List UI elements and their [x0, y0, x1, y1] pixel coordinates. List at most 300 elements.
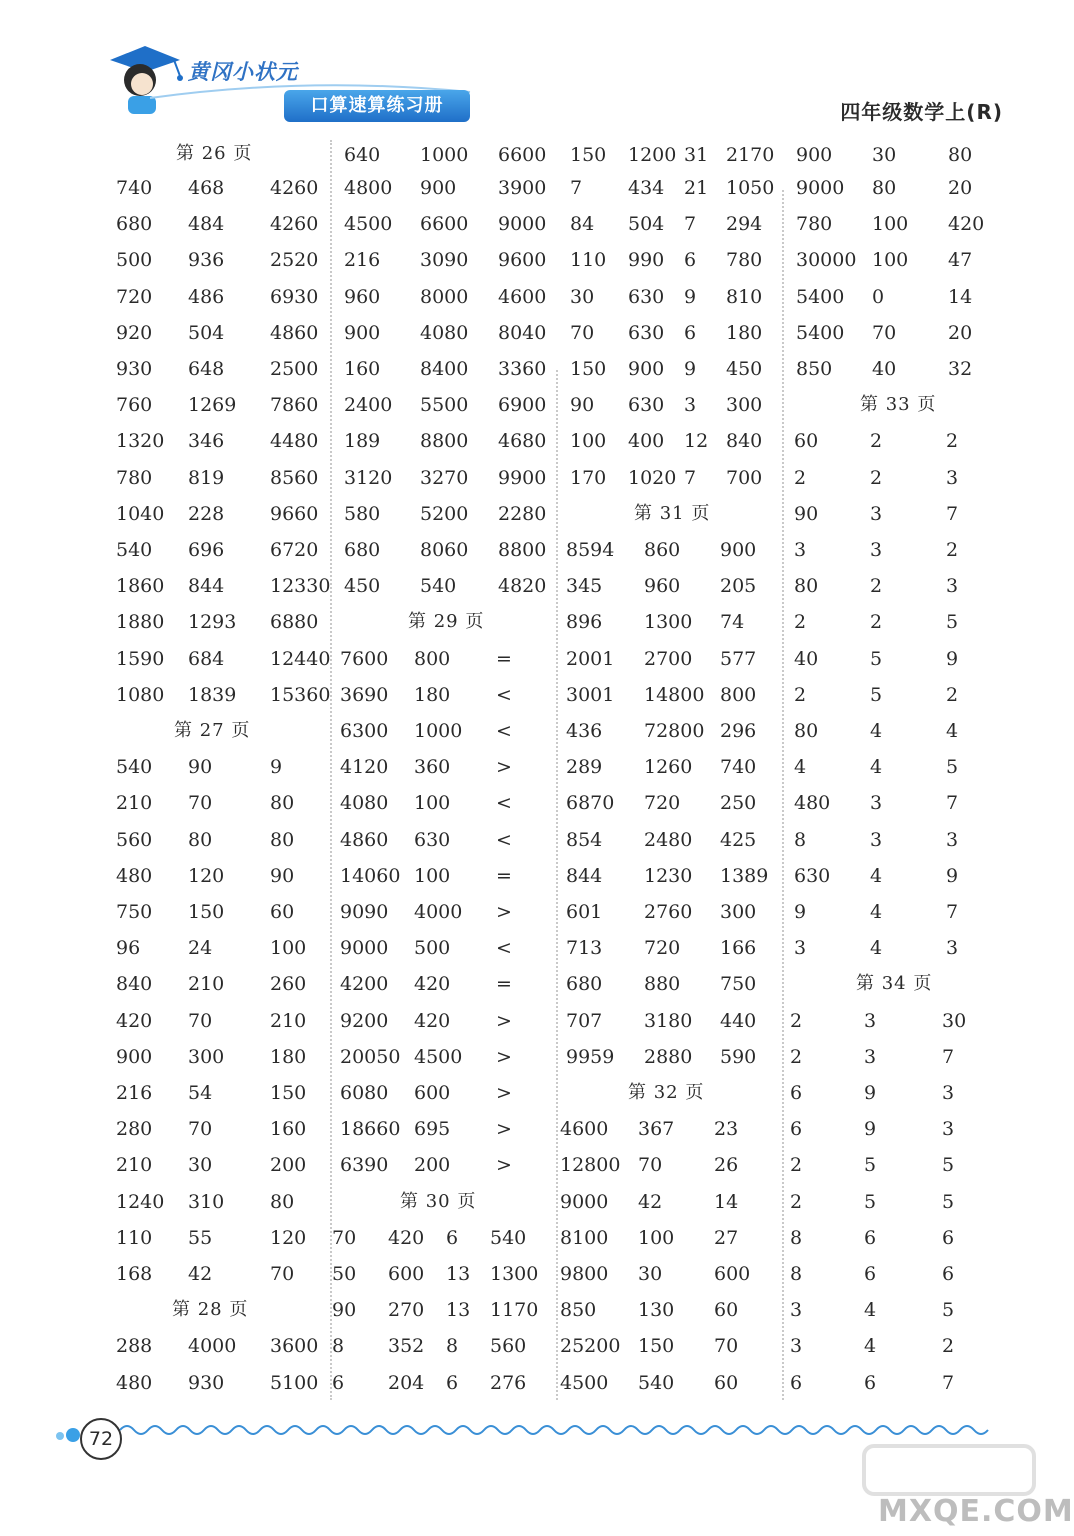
answer-value: 1170: [490, 1299, 539, 1321]
answer-value: 310: [188, 1191, 225, 1213]
answer-value: 8100: [560, 1227, 609, 1249]
answer-value: 8800: [420, 430, 469, 452]
answer-value: 5: [942, 1154, 955, 1176]
answer-value: 8594: [566, 539, 615, 561]
answer-value: 260: [270, 973, 307, 995]
answer-value: 204: [388, 1372, 425, 1394]
answer-value: 40: [794, 648, 819, 670]
answer-value: 3900: [498, 177, 547, 199]
answer-value: 270: [388, 1299, 425, 1321]
answer-value: 6900: [498, 394, 547, 416]
footer-dot: [56, 1432, 64, 1440]
answer-value: 4860: [270, 322, 319, 344]
answer-value: 2880: [644, 1046, 693, 1068]
answer-value: 80: [794, 575, 819, 597]
answer-value: 4000: [414, 901, 463, 923]
answer-value: 3: [870, 792, 883, 814]
answer-value: 860: [644, 539, 681, 561]
answer-value: 2480: [644, 829, 693, 851]
answer-value: 4800: [344, 177, 393, 199]
answer-value: 3: [870, 503, 883, 525]
answer-value: 14800: [644, 684, 705, 706]
answer-value: 3: [870, 829, 883, 851]
answer-value: 640: [344, 144, 381, 166]
answer-value: 70: [270, 1263, 295, 1285]
answer-value: 900: [420, 177, 457, 199]
answer-value: 2: [942, 1335, 955, 1357]
answer-value: >: [496, 1154, 512, 1176]
footer-dot: [66, 1428, 80, 1442]
answer-value: 6: [864, 1227, 877, 1249]
answer-value: 6: [790, 1372, 803, 1394]
answer-value: 288: [116, 1335, 153, 1357]
answer-value: 160: [270, 1118, 307, 1140]
answer-value: 6880: [270, 611, 319, 633]
answer-value: 3120: [344, 467, 393, 489]
answer-value: 4600: [560, 1118, 609, 1140]
book-subtitle: 口算速算练习册: [284, 90, 470, 122]
answer-value: 2: [946, 539, 959, 561]
answer-value: 696: [188, 539, 225, 561]
answer-value: 840: [116, 973, 153, 995]
answer-value: 4: [864, 1299, 877, 1321]
column-divider: [330, 140, 332, 1400]
answer-value: 440: [720, 1010, 757, 1032]
answer-value: 8000: [420, 286, 469, 308]
answer-value: 4: [794, 756, 807, 778]
answer-value: 70: [332, 1227, 357, 1249]
answer-value: 30000: [796, 249, 857, 271]
answer-value: 170: [570, 467, 607, 489]
answer-value: 3600: [270, 1335, 319, 1357]
watermark-logo: [860, 1440, 1040, 1500]
answer-value: 630: [628, 286, 665, 308]
answer-value: 3: [942, 1118, 955, 1140]
answer-value: 580: [344, 503, 381, 525]
answer-value: 200: [270, 1154, 307, 1176]
answer-value: 3: [942, 1082, 955, 1104]
answer-value: 780: [726, 249, 763, 271]
answer-value: 9000: [340, 937, 389, 959]
answer-value: 780: [116, 467, 153, 489]
answer-value: 100: [270, 937, 307, 959]
answer-value: 3270: [420, 467, 469, 489]
answer-value: 648: [188, 358, 225, 380]
answer-value: 6: [790, 1082, 803, 1104]
answer-value: 7: [942, 1046, 955, 1068]
answer-value: 7600: [340, 648, 389, 670]
answer-value: 6: [864, 1263, 877, 1285]
answer-value: 810: [726, 286, 763, 308]
answer-value: 680: [116, 213, 153, 235]
answer-value: 110: [116, 1227, 153, 1249]
answer-value: 216: [344, 249, 381, 271]
answer-value: =: [496, 973, 512, 995]
answer-value: 601: [566, 901, 603, 923]
section-heading: 第 30 页: [400, 1191, 477, 1212]
answer-value: 936: [188, 249, 225, 271]
answer-value: 150: [188, 901, 225, 923]
answer-value: 6: [942, 1227, 955, 1249]
answer-value: 480: [794, 792, 831, 814]
answer-value: 7: [684, 467, 697, 489]
section-heading: 第 26 页: [176, 143, 253, 164]
answer-value: 6870: [566, 792, 615, 814]
answer-value: 740: [116, 177, 153, 199]
answer-value: 577: [720, 648, 757, 670]
answer-value: 8800: [498, 539, 547, 561]
answer-value: 7: [684, 213, 697, 235]
answer-value: 540: [490, 1227, 527, 1249]
answer-value: 18660: [340, 1118, 401, 1140]
answer-value: 600: [714, 1263, 751, 1285]
answer-value: 2500: [270, 358, 319, 380]
answer-value: 205: [720, 575, 757, 597]
answer-value: 3: [794, 539, 807, 561]
answer-value: 160: [344, 358, 381, 380]
answer-value: 300: [726, 394, 763, 416]
answer-value: <: [496, 684, 512, 706]
answer-value: 8: [790, 1227, 803, 1249]
answer-value: >: [496, 901, 512, 923]
answer-value: 1860: [116, 575, 165, 597]
answer-value: 720: [644, 937, 681, 959]
answer-value: 8560: [270, 467, 319, 489]
answer-value: 6600: [498, 144, 547, 166]
answer-value: 4: [870, 865, 883, 887]
answer-value: 4500: [344, 213, 393, 235]
answer-value: 740: [720, 756, 757, 778]
answer-value: 900: [720, 539, 757, 561]
answer-value: >: [496, 756, 512, 778]
answer-value: 13: [446, 1299, 471, 1321]
answer-value: 216: [116, 1082, 153, 1104]
answer-value: 780: [796, 213, 833, 235]
answer-value: 5: [864, 1191, 877, 1213]
answer-value: 30: [942, 1010, 967, 1032]
answer-value: 90: [570, 394, 595, 416]
answer-value: 420: [116, 1010, 153, 1032]
answer-value: 26: [714, 1154, 739, 1176]
answer-value: 6: [684, 322, 697, 344]
answer-value: 180: [414, 684, 451, 706]
answer-value: 6720: [270, 539, 319, 561]
answer-value: 854: [566, 829, 603, 851]
answer-value: 3690: [340, 684, 389, 706]
answer-value: 750: [116, 901, 153, 923]
answer-value: 800: [414, 648, 451, 670]
answer-value: 180: [726, 322, 763, 344]
column-divider: [556, 370, 558, 1400]
answer-value: 450: [344, 575, 381, 597]
answer-value: 4: [870, 720, 883, 742]
answer-value: 2: [870, 430, 883, 452]
answer-value: 896: [566, 611, 603, 633]
answer-value: 1240: [116, 1191, 165, 1213]
answer-value: 296: [720, 720, 757, 742]
answer-value: 3: [864, 1046, 877, 1068]
answer-value: 2700: [644, 648, 693, 670]
answer-value: 2: [794, 467, 807, 489]
answer-value: 960: [644, 575, 681, 597]
answer-value: 900: [344, 322, 381, 344]
answer-value: 1230: [644, 865, 693, 887]
answer-value: 900: [628, 358, 665, 380]
answer-value: 9: [946, 648, 959, 670]
answer-value: 2: [790, 1010, 803, 1032]
answer-value: 4820: [498, 575, 547, 597]
section-heading: 第 28 页: [172, 1299, 249, 1320]
section-heading: 第 32 页: [628, 1082, 705, 1103]
answer-value: 42: [188, 1263, 213, 1285]
answer-value: 4680: [498, 430, 547, 452]
answer-value: 9: [864, 1118, 877, 1140]
answer-value: 150: [570, 144, 607, 166]
answer-value: 7: [942, 1372, 955, 1394]
answer-value: 560: [490, 1335, 527, 1357]
answer-value: 990: [628, 249, 665, 271]
answer-value: 2: [790, 1154, 803, 1176]
answer-value: 920: [116, 322, 153, 344]
answer-value: 436: [566, 720, 603, 742]
answer-value: =: [496, 648, 512, 670]
answer-value: 80: [270, 1191, 295, 1213]
answer-value: 630: [628, 322, 665, 344]
answer-value: 3: [790, 1299, 803, 1321]
answer-value: 425: [720, 829, 757, 851]
answer-value: 90: [188, 756, 213, 778]
answer-value: >: [496, 1010, 512, 1032]
answer-value: 2: [790, 1191, 803, 1213]
answer-value: 9: [684, 358, 697, 380]
answer-value: 2: [870, 575, 883, 597]
answer-value: 7: [946, 792, 959, 814]
answer-value: 4500: [414, 1046, 463, 1068]
answer-value: 100: [872, 213, 909, 235]
answer-value: 480: [116, 865, 153, 887]
answer-value: 4500: [560, 1372, 609, 1394]
answer-value: 2: [946, 684, 959, 706]
answer-value: 5: [946, 611, 959, 633]
answer-value: 707: [566, 1010, 603, 1032]
answer-value: 3090: [420, 249, 469, 271]
answer-value: 840: [726, 430, 763, 452]
answer-value: 930: [188, 1372, 225, 1394]
answer-value: 480: [116, 1372, 153, 1394]
answer-value: 504: [628, 213, 665, 235]
answer-value: 2520: [270, 249, 319, 271]
answer-value: 110: [570, 249, 607, 271]
answer-value: 2760: [644, 901, 693, 923]
answer-value: 189: [344, 430, 381, 452]
answer-value: 560: [116, 829, 153, 851]
answer-value: 600: [388, 1263, 425, 1285]
answer-value: 5: [946, 756, 959, 778]
answer-value: 3: [684, 394, 697, 416]
answer-value: 2: [946, 430, 959, 452]
answer-value: 9200: [340, 1010, 389, 1032]
answer-value: 40: [872, 358, 897, 380]
answer-value: 360: [414, 756, 451, 778]
answer-value: 4: [870, 937, 883, 959]
answer-value: 590: [720, 1046, 757, 1068]
answer-value: 12: [684, 430, 709, 452]
answer-value: 100: [414, 792, 451, 814]
answer-value: 4260: [270, 177, 319, 199]
answer-value: <: [496, 792, 512, 814]
answer-value: 3: [794, 937, 807, 959]
answer-value: 5100: [270, 1372, 319, 1394]
answer-value: 540: [116, 539, 153, 561]
answer-value: 3: [946, 937, 959, 959]
answer-value: 130: [638, 1299, 675, 1321]
answer-value: 180: [270, 1046, 307, 1068]
answer-value: 1300: [644, 611, 693, 633]
answer-value: 720: [644, 792, 681, 814]
answer-value: 166: [720, 937, 757, 959]
answer-value: 210: [270, 1010, 307, 1032]
answer-value: 1880: [116, 611, 165, 633]
answer-value: 4: [946, 720, 959, 742]
answer-value: 4120: [340, 756, 389, 778]
answer-value: 14: [948, 286, 973, 308]
answer-value: 31: [684, 144, 709, 166]
answer-value: 900: [116, 1046, 153, 1068]
brand-name: 黄冈小状元: [188, 60, 298, 84]
answer-value: 2: [794, 684, 807, 706]
answer-value: 210: [116, 1154, 153, 1176]
answer-value: 96: [116, 937, 141, 959]
answer-value: 420: [948, 213, 985, 235]
answer-value: 684: [188, 648, 225, 670]
answer-value: 294: [726, 213, 763, 235]
answer-value: 54: [188, 1082, 213, 1104]
answer-value: 930: [116, 358, 153, 380]
answer-value: 100: [570, 430, 607, 452]
answer-value: 3: [864, 1010, 877, 1032]
answer-value: 9660: [270, 503, 319, 525]
answer-value: 630: [628, 394, 665, 416]
answer-value: 6080: [340, 1082, 389, 1104]
answer-value: <: [496, 720, 512, 742]
answer-value: 2: [870, 467, 883, 489]
answer-value: >: [496, 1082, 512, 1104]
grade-label: 四年级数学上(R): [840, 100, 1003, 124]
answer-value: 800: [720, 684, 757, 706]
answer-value: 70: [872, 322, 897, 344]
answer-value: 1260: [644, 756, 693, 778]
answer-value: 4200: [340, 973, 389, 995]
answer-value: 20: [948, 322, 973, 344]
answer-value: 300: [720, 901, 757, 923]
answer-value: 32: [948, 358, 973, 380]
answer-value: 680: [344, 539, 381, 561]
answer-value: 7: [570, 177, 583, 199]
watermark-text: MXQE.COM: [878, 1494, 1074, 1529]
column-divider: [782, 190, 784, 1400]
answer-value: 345: [566, 575, 603, 597]
answer-value: 21: [684, 177, 709, 199]
answer-value: 27: [714, 1227, 739, 1249]
answer-value: 150: [638, 1335, 675, 1357]
answer-value: 9000: [560, 1191, 609, 1213]
answer-value: 6: [942, 1263, 955, 1285]
answer-value: 500: [414, 937, 451, 959]
answer-value: 20050: [340, 1046, 401, 1068]
answer-value: 30: [872, 144, 897, 166]
answer-value: 25200: [560, 1335, 621, 1357]
section-heading: 第 33 页: [860, 394, 937, 415]
answer-value: 2: [790, 1046, 803, 1068]
answer-value: 5: [864, 1154, 877, 1176]
answer-value: 3180: [644, 1010, 693, 1032]
answer-value: 3: [946, 575, 959, 597]
answer-value: 400: [628, 430, 665, 452]
answer-value: 2: [794, 611, 807, 633]
answer-value: 150: [570, 358, 607, 380]
answer-value: 504: [188, 322, 225, 344]
answer-value: 1839: [188, 684, 237, 706]
answer-value: 100: [414, 865, 451, 887]
page-number: 72: [80, 1418, 122, 1460]
answer-value: <: [496, 829, 512, 851]
answer-value: 450: [726, 358, 763, 380]
answer-value: 2170: [726, 144, 775, 166]
answer-value: 280: [116, 1118, 153, 1140]
answer-value: 9800: [560, 1263, 609, 1285]
answer-value: 8040: [498, 322, 547, 344]
answer-value: 60: [794, 430, 819, 452]
answer-value: 3: [790, 1335, 803, 1357]
answer-value: 540: [116, 756, 153, 778]
answer-value: 1020: [628, 467, 677, 489]
answer-value: 468: [188, 177, 225, 199]
answer-value: 367: [638, 1118, 675, 1140]
answer-value: 120: [270, 1227, 307, 1249]
answer-value: 434: [628, 177, 665, 199]
answer-value: 20: [948, 177, 973, 199]
answer-value: 5: [870, 684, 883, 706]
answer-value: 60: [270, 901, 295, 923]
answer-value: 5: [942, 1191, 955, 1213]
answer-value: 90: [794, 503, 819, 525]
answer-value: 486: [188, 286, 225, 308]
answer-value: 1300: [490, 1263, 539, 1285]
answer-value: 120: [188, 865, 225, 887]
answer-value: 80: [872, 177, 897, 199]
answer-value: 7: [946, 901, 959, 923]
answer-value: 760: [116, 394, 153, 416]
section-heading: 第 31 页: [634, 503, 711, 524]
answer-value: 9: [270, 756, 283, 778]
answer-value: 80: [270, 792, 295, 814]
answer-value: 900: [796, 144, 833, 166]
answer-value: 30: [638, 1263, 663, 1285]
answer-value: 8: [332, 1335, 345, 1357]
answer-value: 6: [446, 1227, 459, 1249]
answer-value: 80: [794, 720, 819, 742]
answer-value: 8400: [420, 358, 469, 380]
answer-value: 276: [490, 1372, 527, 1394]
answer-value: 1080: [116, 684, 165, 706]
answer-value: 5: [942, 1299, 955, 1321]
answer-value: 14: [714, 1191, 739, 1213]
answer-value: 844: [188, 575, 225, 597]
answer-value: 4: [864, 1335, 877, 1357]
answer-value: 6930: [270, 286, 319, 308]
answer-value: 346: [188, 430, 225, 452]
answer-value: 2: [870, 611, 883, 633]
